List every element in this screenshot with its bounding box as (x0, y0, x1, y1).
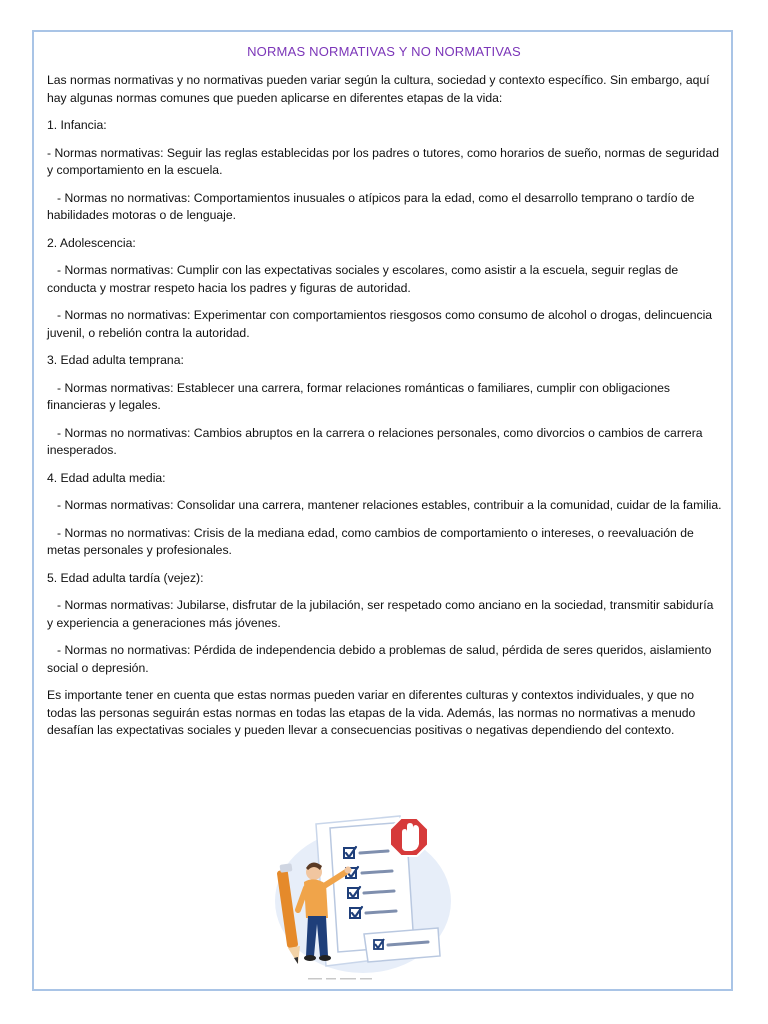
document-paragraph: 5. Edad adulta tardía (vejez): (47, 570, 204, 585)
document-body (47, 72, 722, 750)
document-paragraph: - Normas no normativas: Comportamientos inusuales o atípicos para la edad, como el desarrollo temprano o tardío de habilidades motoras o de lenguaje. (47, 190, 695, 222)
document-paragraph: - Normas normativas: Cumplir con las expectativas sociales y escolares, como asistir a la escuela, seguir reglas de conducta y mostrar respeto hacia los padres y figuras de autoridad. (47, 263, 679, 295)
document-paragraph: - Normas normativas: Establecer una carrera, formar relaciones románticas o familiares, cumplir con obligaciones financieras y legales. (47, 380, 670, 412)
document-paragraph: - Normas normativas: Jubilarse, disfrutar de la jubilación, ser respetado como anciano en la sociedad, transmitir sabiduría y experiencia a generaciones más jóvenes. (47, 598, 714, 630)
document-paragraph: 1. Infancia: (47, 118, 107, 132)
document-paragraph: - Normas no normativas: Pérdida de independencia debido a problemas de salud, pérdida de seres queridos, aislamiento social o depresión. (47, 643, 712, 675)
document-paragraph: 2. Adolescencia: (47, 235, 136, 250)
document-paragraph: - Normas no normativas: Cambios abruptos en la carrera o relaciones personales, como divorcios o cambios de carrera inesperados. (47, 425, 703, 457)
document-paragraph: Es importante tener en cuenta que estas normas pueden variar en diferentes culturas y contextos individuales, y que no todas las personas seguirán estas normas en todas las etapas de la vida. Además, las normas no normativas a menudo desafían las expectativas sociales y pueden llevar a consecuencias positivas o negativas dependiendo del contexto. (47, 688, 696, 737)
document-paragraph: 4. Edad adulta media: (47, 470, 166, 485)
document-paragraph: 3. Edad adulta temprana: (47, 353, 184, 367)
document-paragraph: - Normas normativas: Seguir las reglas establecidas por los padres o tutores, como horarios de sueño, normas de seguridad y comportamiento en la escuela. (47, 145, 720, 177)
document-paragraph: Las normas normativas y no normativas pueden variar según la cultura, sociedad y contexto específico. Sin embargo, aquí hay algunas normas comunes que pueden aplicarse en diferentes etapas de la vida: (47, 73, 710, 105)
document-paragraph: - Normas no normativas: Crisis de la mediana edad, como cambios de comportamiento o intereses, o reevaluación de metas personales y profesionales. (47, 525, 694, 557)
document-paragraph: - Normas no normativas: Experimentar con comportamientos riesgosos como consumo de alcohol o drogas, delincuencia juvenil, o rebelión contra la autoridad. (47, 308, 713, 340)
document-title: NORMAS NORMATIVAS Y NO NORMATIVAS (247, 44, 521, 59)
checklist-stop-sign-illustration-icon (268, 806, 458, 986)
document-paragraph: - Normas normativas: Consolidar una carrera, mantener relaciones estables, contribuir a la comunidad, cuidar de la familia. (57, 498, 722, 512)
